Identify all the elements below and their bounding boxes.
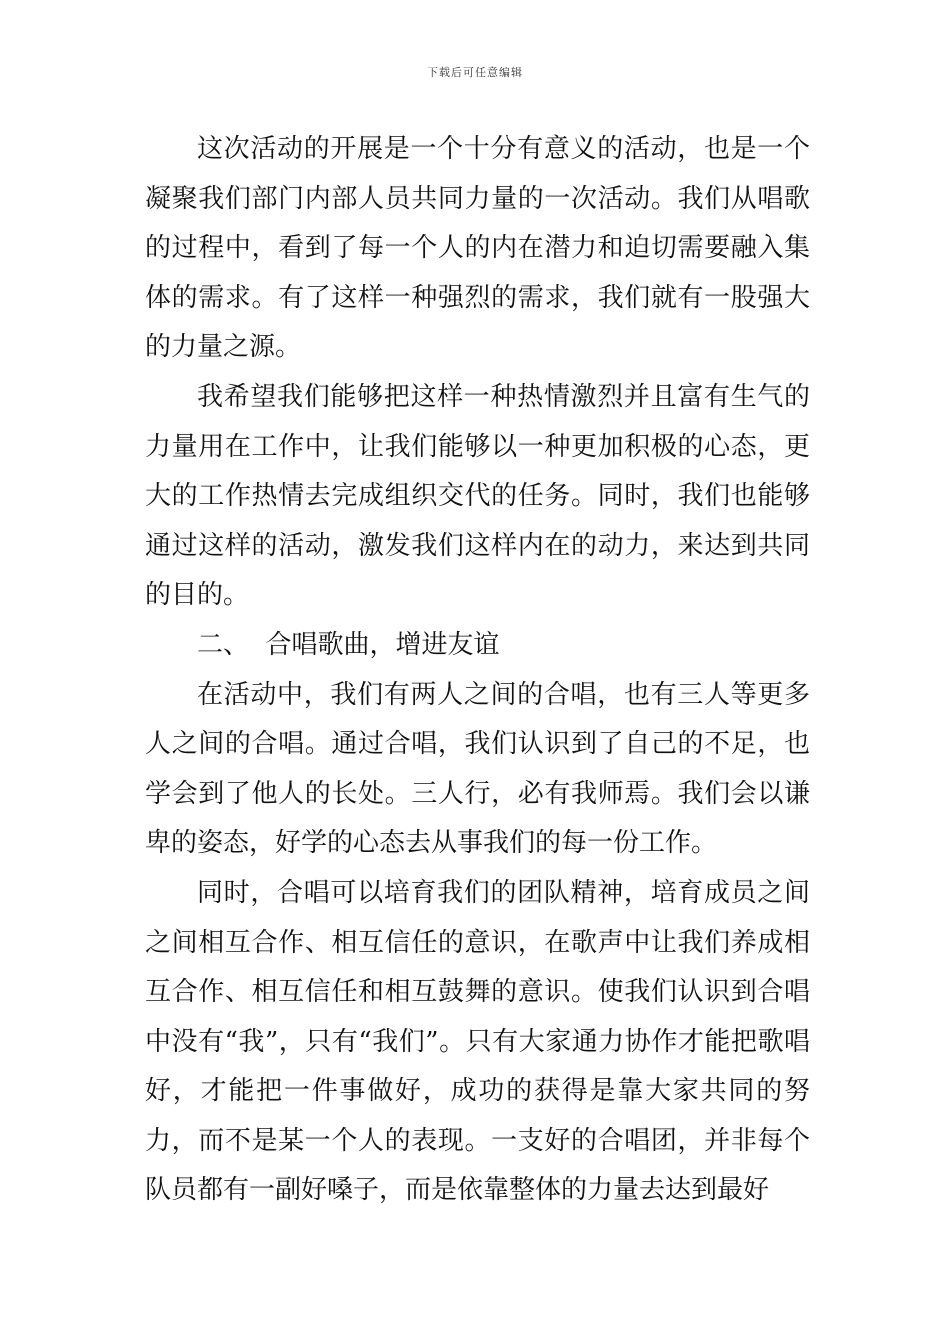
page-header: 下载后可任意编辑 bbox=[427, 66, 523, 79]
paragraph-3: 在活动中，我们有两人之间的合唱，也有三人等更多人之间的合唱。通过合唱，我们认识到了自己的不足，也学会到了他人的长处。三人行，必有我师焉。我们会以谦卑的姿态，好学的心态去从事我们的每一份工作。 bbox=[145, 679, 810, 859]
document-body bbox=[145, 125, 810, 1216]
paragraph-1: 这次活动的开展是一个十分有意义的活动，也是一个凝聚我们部门内部人员共同力量的一次活动。我们从唱歌的过程中，看到了每一个人的内在潜力和迫切需要融入集体的需求。有了这样一种强烈的需求，我们就有一股强大的力量之源。 bbox=[145, 134, 810, 363]
section-heading: 二、 合唱歌曲，增进友谊 bbox=[197, 629, 500, 660]
paragraph-2: 我希望我们能够把这样一种热情激烈并且富有生气的力量用在工作中，让我们能够以一种更加积极的心态，更大的工作热情去完成组织交代的任务。同时，我们也能够通过这样的活动，激发我们这样内在的动力，来达到共同的目的。 bbox=[145, 381, 810, 611]
paragraph-4: 同时，合唱可以培育我们的团队精神，培育成员之间之间相互合作、相互信任的意识，在歌声中让我们养成相互合作、相互信任和相互鼓舞的意识。使我们认识到合唱中没有“我”，只有“我们”。只有大家通力协作才能把歌唱好，才能把一件事做好，成功的获得是靠大家共同的努力，而不是某一个人的表现。一支好的合唱团，并非每个队员都有一副好嗓子，而是依靠整体的力量去达到最好 bbox=[145, 877, 810, 1206]
